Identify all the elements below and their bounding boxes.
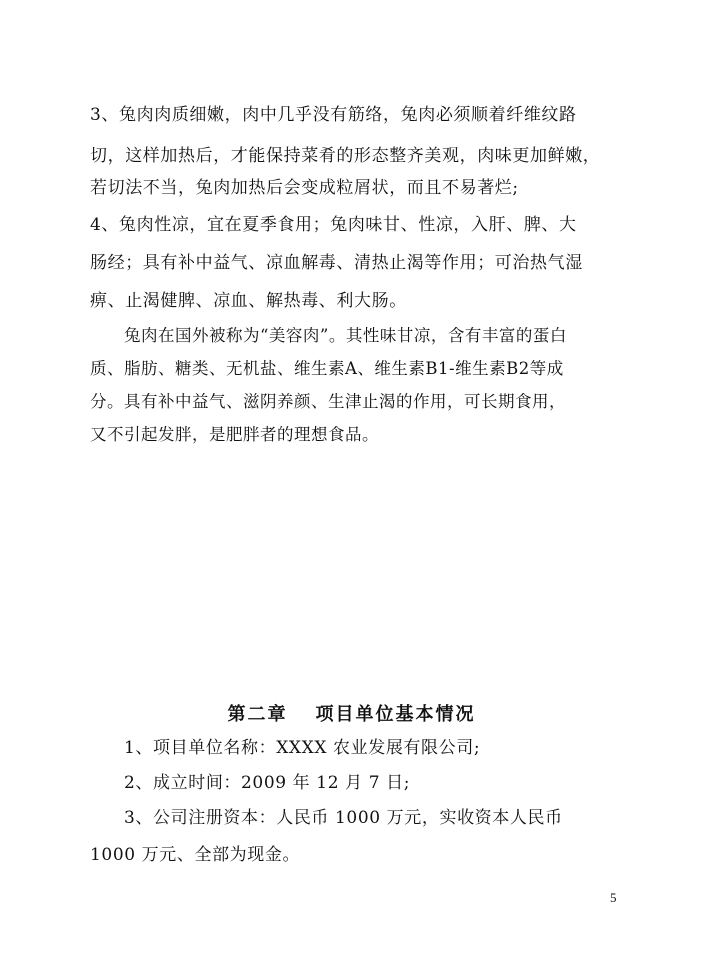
- list-item: 2、成立时间：2009 年 12 月 7 日;: [124, 773, 411, 793]
- text-line: 肠经；具有补中益气、凉血解毒、清热止渴等作用；可治热气湿: [90, 253, 583, 273]
- chapter-number: 第二章: [227, 704, 288, 725]
- text-line: 分。具有补中益气、滋阴养颜、生津止渴的作用，可长期食用，: [90, 392, 566, 411]
- text-line: 兔肉在国外被称为“美容肉”。其性味甘凉，含有丰富的蛋白: [124, 326, 567, 345]
- text-line: 3、兔肉肉质细嫩，肉中几乎没有筋络，兔肉必须顺着纤维纹路: [90, 105, 577, 125]
- text-line: 又不引起发胖，是肥胖者的理想食品。: [90, 425, 379, 444]
- list-item: 3、公司注册资本：人民币 1000 万元，实收资本人民币: [124, 808, 563, 828]
- chapter-title: 项目单位基本情况: [315, 704, 476, 725]
- page-number: 5: [610, 890, 617, 905]
- text-line: 质、脂肪、糖类、无机盐、维生素A、维生素B1-维生素B2等成: [90, 359, 564, 378]
- text-line: 4、兔肉性凉，宜在夏季食用；兔肉味甘、性凉，入肝、脾、大: [90, 215, 577, 235]
- text-line: 切，这样加热后，才能保持菜肴的形态整齐美观，肉味更加鲜嫩，: [90, 146, 601, 166]
- list-item: 1、项目单位名称：XXXX 农业发展有限公司;: [124, 738, 481, 758]
- text-line: 若切法不当，兔肉加热后会变成粒屑状，而且不易著烂;: [90, 178, 519, 198]
- chapter-heading: [0, 700, 703, 726]
- text-line: 1000 万元、全部为现金。: [90, 845, 301, 865]
- text-line: 痹、止渴健脾、凉血、解热毒、利大肠。: [90, 291, 407, 311]
